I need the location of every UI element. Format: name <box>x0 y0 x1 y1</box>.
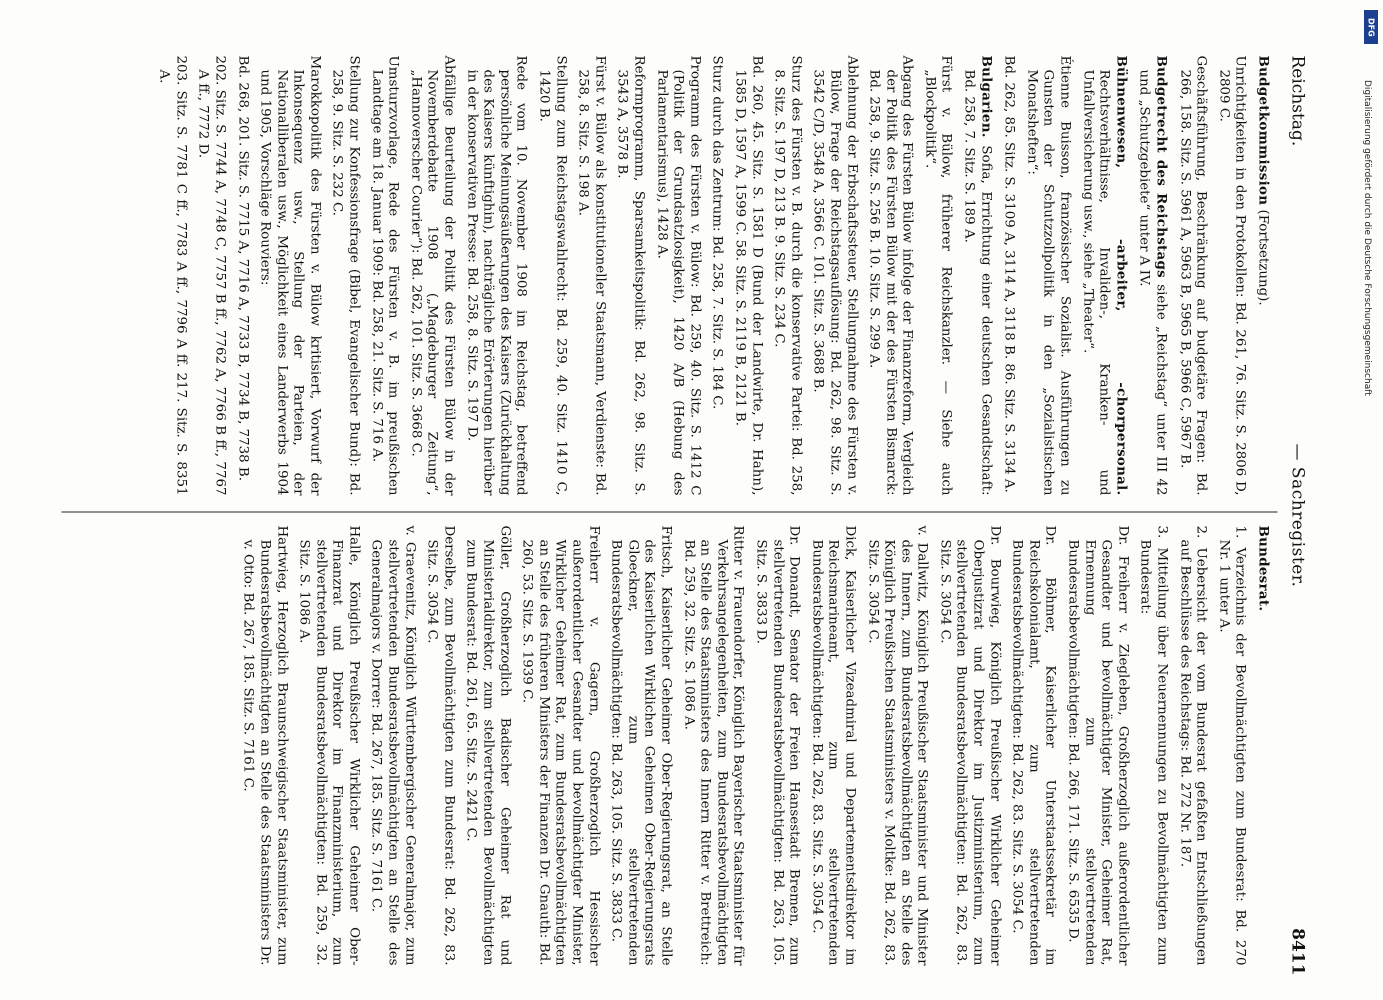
index-entry <box>708 56 725 496</box>
index-entry <box>1064 526 1130 966</box>
rotated-page-content <box>55 56 1310 976</box>
index-entry <box>613 56 646 496</box>
entry-heading: Budgetkommission <box>1255 55 1272 206</box>
entry-text: Marokkopolitik des Fürsten v. Bülow kritisiert, Vorwurf der Inkonsequenz usw., Stellung der Parteien, der Nationalliberalen usw., Möglichkeit eines Landerwerbs 1904 und 1905, Vorschläge Rouviers: <box>257 55 323 496</box>
entry-text: Dick, Kaiserlicher Vizeadmiral und Departementsdirektor im Reichsmarineamt, zum stellvertretenden Bundesratsbevollmächtigten: Bd. 262, 83. Sitz. S. 3054 C. <box>809 525 858 966</box>
entry-text: Sofia, Errichtung einer deutschen Gesandtschaft: Bd. 258, 7. Sitz. S. 189 A. <box>961 69 994 496</box>
index-entry <box>574 56 607 496</box>
entry-text: (Fortsetzung). <box>1255 205 1271 306</box>
entry-text: Umsturzvorlage, Rede des Fürsten v. B. im preußischen Landtage am 18. Januar 1909: Bd. 258, 21. Sitz. S. 716 A. <box>369 55 401 496</box>
entry-text: Rechtsverhältnisse, Invaliden-, Kranken- und Unfallversicherung usw., siehe „Theater“. <box>1080 69 1112 496</box>
index-entry <box>1176 56 1209 496</box>
index-entry <box>535 56 568 496</box>
entry-text: Derselbe, zum Bevollmächtigten zum Bundesrat: Bd. 262, 83. Sitz. S. 3054 C. <box>424 525 457 966</box>
column-divider <box>62 512 1278 513</box>
running-header <box>1286 56 1310 976</box>
entry-text: Dr. Bourwieg, Königlich Preußischer Wirklicher Geheimer Oberjustizrat und Direktor im Justizministerium, zum stellvertretenden Bundesratsbevollmächtigten: Bd. 262, 83. Sitz. S. 3054 C. <box>937 525 1003 966</box>
index-entry <box>463 56 529 496</box>
entry-number: 3. <box>1154 525 1170 539</box>
index-entry <box>921 56 954 496</box>
index-entry <box>518 526 601 966</box>
entry-heading: Bühnenwesen, -arbeiter, -chorpersonal. <box>1113 55 1130 496</box>
index-entry <box>1176 526 1209 966</box>
entry-text: 202. Sitz. S. 7744 A, 7748 C, 7757 B ff., 7762 A, 7766 B ff., 7767 A ff., 7772 D. <box>195 55 228 496</box>
index-entry <box>367 526 417 966</box>
index-entry <box>607 526 673 966</box>
entry-text: Ritter v. Frauendorfer, Königlich Bayerischer Staatsminister für Verkehrsangelegenheiten, zum Bundesratsbevollmächtigten an Stelle des Staatsministers des Innern Ritter v. Brettreich: Bd. 259, 32. Sitz. S. 1086 A. <box>681 525 746 966</box>
index-entry <box>256 56 322 496</box>
index-entry <box>1254 526 1272 966</box>
entry-text: Fürst v. Bülow als konstitutioneller Staatsmann, Verdienste: Bd. 258, 8. Sitz. S. 198 A. <box>575 55 608 496</box>
index-entry <box>295 526 361 966</box>
entry-text: Bd. 262, 85. Sitz. S. 3109 A, 3114 A, 3118 B. 86. Sitz. S. 3134 A. <box>1001 55 1017 493</box>
left-column <box>60 56 1272 496</box>
entry-text: Abfällige Beurteilung der Politik des Fürsten Bülow in der Novemberdebatte 1908 („Magdeburger Zeitung“, „Hannoverscher Courier“): Bd. 262, 101. Sitz. S. 3668 C. <box>408 55 457 496</box>
entry-text: 203. Sitz. S. 7781 C ff., 7783 A ff., 7796 A ff. 217. Sitz. S. 8351 A. <box>156 55 189 496</box>
entry-number: 2. <box>1193 525 1209 539</box>
entry-text: Fürst v. Bülow, früherer Reichskanzler. — Siehe auch „Blockpolitik“. <box>922 55 954 496</box>
index-entry <box>960 56 994 496</box>
entry-text: v. Graevenitz, Königlich Württembergischer Generalmajor, zum stellvertretenden Bundesratsbevollmächtigten an Stelle des Generalmajors v. Dorrer: Bd. 267, 185. Sitz. S. 7161 C. <box>369 525 418 966</box>
entry-text: Dr. Donandt, Senator der Freien Hansestadt Bremen, zum stellvertretenden Bundesratsbevollmächtigten: Bd. 263, 105. Sitz. S. 3833 D. <box>753 525 802 966</box>
entry-text: Mitteilung über Neuernennungen zu Bevollmächtigten zum Bundesrat: <box>1137 539 1170 966</box>
index-entry <box>233 56 250 496</box>
index-entry <box>1136 526 1169 966</box>
digitization-note: Digitalisierung gefördert durch die Deutsche Forschungsgemeinschaft <box>1362 80 1372 396</box>
index-entry <box>752 526 802 966</box>
index-entry <box>462 526 512 966</box>
index-entry <box>1215 56 1248 496</box>
index-entry <box>1135 56 1169 496</box>
index-entry <box>1008 526 1058 966</box>
entry-text: Fritsch, Kaiserlicher Geheimer Ober-Regierungsrat, an Stelle des Kaiserlichen Wirklichen Geheimen Ober-Regierungsrats Gloeckner, zum stellvertretenden Bundesratsbevollmächtigten: Bd. 263, 105. Sitz. S. 3833 C. <box>608 525 674 966</box>
index-entry <box>936 526 1002 966</box>
index-entry <box>808 526 858 966</box>
entry-text: Sturz durch das Zentrum: Bd. 258, 7. Sitz. S. 184 C. <box>709 55 725 410</box>
entry-text: Göller, Großherzoglich Badischer Geheimer Rat und Ministerialdirektor, zum stellvertretenden Bevollmächtigten zum Bundesrat: Bd. 261, 65. Sitz. S. 2421 C. <box>463 525 513 966</box>
entry-text: Bd. 268, 201. Sitz. S. 7715 A, 7716 A, 7733 B, 7734 B, 7738 B. <box>235 55 251 482</box>
entry-text: Ablehnung der Erbschaftssteuer, Stellungnahme des Fürsten v. Bülow, Frage der Reichstagsauflösung: Bd. 262, 98. Sitz. S. 3542 C/D, 3548 A, 3566 C. 101. Sitz. S. 3688 B. <box>810 55 860 496</box>
index-entry <box>731 56 764 496</box>
entry-text: siehe „Reichstag“ unter III 42 und „Schutzgebiete“ unter A IV. <box>1136 69 1169 496</box>
entry-text: Geschäftsführung, Beschränkung auf budgetäre Fragen: Bd. 266, 158. Sitz. S. 5961 A, 5963 B, 5965 B, 5966 C, 5967 B. <box>1177 55 1209 496</box>
index-entry <box>1023 56 1073 496</box>
entry-text: v. Dallwitz, Königlich Preußischer Staatsminister und Minister des Innern, zum Bundesratsbevollmächtigten an Stelle des Königlich Preußischen Staatsministers v. Moltke: Bd. 262, 83. Sitz. S. 3054 C. <box>865 525 930 966</box>
entry-text: Rede vom 10. November 1908 im Reichstag, betreffend persönliche Meinungsäußerungen des Kaisers (Zurückhaltung des Kaisers künftighin), nachträgliche Erörterungen hierüber in der konservativen Presse: Bd. 258, 8. Sitz. S. 197 D. <box>464 55 529 496</box>
index-entry <box>194 56 227 496</box>
entry-heading: Bundesrat. <box>1255 525 1272 612</box>
index-entry <box>1079 56 1130 496</box>
header-left-title: Reichstag. <box>1287 55 1308 147</box>
index-entry <box>328 56 361 496</box>
index-entry <box>1000 56 1017 496</box>
index-entry <box>423 526 456 966</box>
entry-text: Freiherr v. Gagern, Großherzoglich Hessischer außerordentlicher Gesandter und bevollmächtigter Minister, Wirklicher Geheimer Rat, zum Bundesratsbevollmächtigten an Stelle des früheren Ministers der Finanzen Dr. Gnauth: Bd. 260, 53. Sitz. S. 1939 C. <box>519 525 602 966</box>
entry-heading: Bulgarien. <box>978 55 995 138</box>
entry-text: Uebersicht der vom Bundesrat gefaßten Entschließungen auf Beschlüsse des Reichstags: Bd. 272 Nr. 187. <box>1177 539 1209 966</box>
index-entry <box>865 56 915 496</box>
header-center-title: — Sachregister. <box>1287 443 1308 588</box>
index-entry <box>239 526 289 966</box>
index-entry <box>809 56 859 496</box>
entry-text: Stellung zum Reichstagswahlrecht: Bd. 259, 40. Sitz. 1410 C, 1420 B. <box>536 55 569 496</box>
dfg-logo: DFG <box>1364 10 1378 44</box>
entry-text: Stellung zur Konfessionsfrage (Bibel, Evangelischer Bund): Bd. 258, 9. Sitz. S. 232 C. <box>330 55 362 496</box>
entry-text: Sturz des Fürsten v. B. durch die konservative Partei: Bd. 258, 8. Sitz. S. 197 D, 213 B. 9. Sitz. S. 234 C. <box>771 55 804 496</box>
index-entry <box>770 56 803 496</box>
entry-text: Dr. Freiherr v. Ziegleben, Großherzoglich außerordentlicher Gesandter und bevollmächtigter Minister, Geheimer Rat, Ernennung zum stellvertretenden Bundesratsbevollmächtigten: Bd. 266, 171. Sitz. S. 6535 D. <box>1065 525 1131 966</box>
entry-text: Étienne Buisson, französischer Sozialist. Ausführungen zu Gunsten der Schutzzollpolitik in den „Sozialistischen Monatsheften“: <box>1024 55 1073 496</box>
entry-text: Verzeichnis der Bevollmächtigten zum Bundesrat: Bd. 270 Nr. 1 unter A. <box>1216 539 1248 966</box>
entry-text: Reformprogramm, Sparsamkeitspolitik: Bd. 262, 98. Sitz. S. 3543 A, 3578 B. <box>614 55 647 496</box>
entry-heading: Budgetrecht des Reichstags <box>1153 55 1170 278</box>
right-column <box>60 526 1272 966</box>
entry-text: Halle, Königlich Preußischer Wirklicher Geheimer Ober-Finanzrat und Direktor im Finanzministerium, zum stellvertretenden Bundesratsbevollmächtigten: Bd. 259, 32. Sitz. S. 1086 A. <box>296 525 362 966</box>
entry-text: Unrichtigkeiten in den Protokollen: Bd. 261, 76. Sitz. S. 2806 D, 2809 C. <box>1216 55 1248 496</box>
entry-text: Hartwieg, Herzoglich Braunschweigischer Staatsminister, zum Bundesratsbevollmächtigten an Stelle des Staatsministers Dr. v. Otto: Bd. 267, 185. Sitz. S. 7161 C. <box>240 525 290 966</box>
index-entry <box>407 56 457 496</box>
index-entry <box>863 526 929 966</box>
index-entry <box>1254 56 1272 496</box>
entry-number: 1. <box>1232 525 1248 539</box>
entry-text: Abgang des Fürsten Bülow infolge der Finanzreform, Vergleich der Politik des Fürsten Bülow mit der des Fürsten Bismarck: Bd. 258, 9. Sitz. S. 256 B. 10. Sitz. S. 299 A. <box>866 55 915 496</box>
index-entry <box>1215 526 1248 966</box>
entry-text: Programm des Fürsten v. Bülow: Bd. 259, 40. Sitz. S. 1412 C (Politik der Grundsatzlosigkeit), 1420 A/B (Hebung des Parlamentarismus), 1428 A. <box>654 55 703 496</box>
page-number: 8411 <box>1287 928 1308 976</box>
entry-text: Bd. 260, 45. Sitz. S. 1581 D (Bund der Landwirte, Dr. Hahn), 1585 D, 1597 A, 1599 C. 58. Sitz. S. 2119 B, 2121 B. <box>732 55 765 496</box>
index-entry <box>368 56 401 496</box>
index-entry <box>680 526 746 966</box>
index-entry <box>653 56 703 496</box>
index-entry <box>155 56 188 496</box>
entry-text: Dr. Böhmer, Kaiserlicher Unterstaatssekretär im Reichskolonialamt, zum stellvertretenden Bundesratsbevollmächtigten: Bd. 262, 83. Sitz. S. 3054 C. <box>1009 525 1058 966</box>
